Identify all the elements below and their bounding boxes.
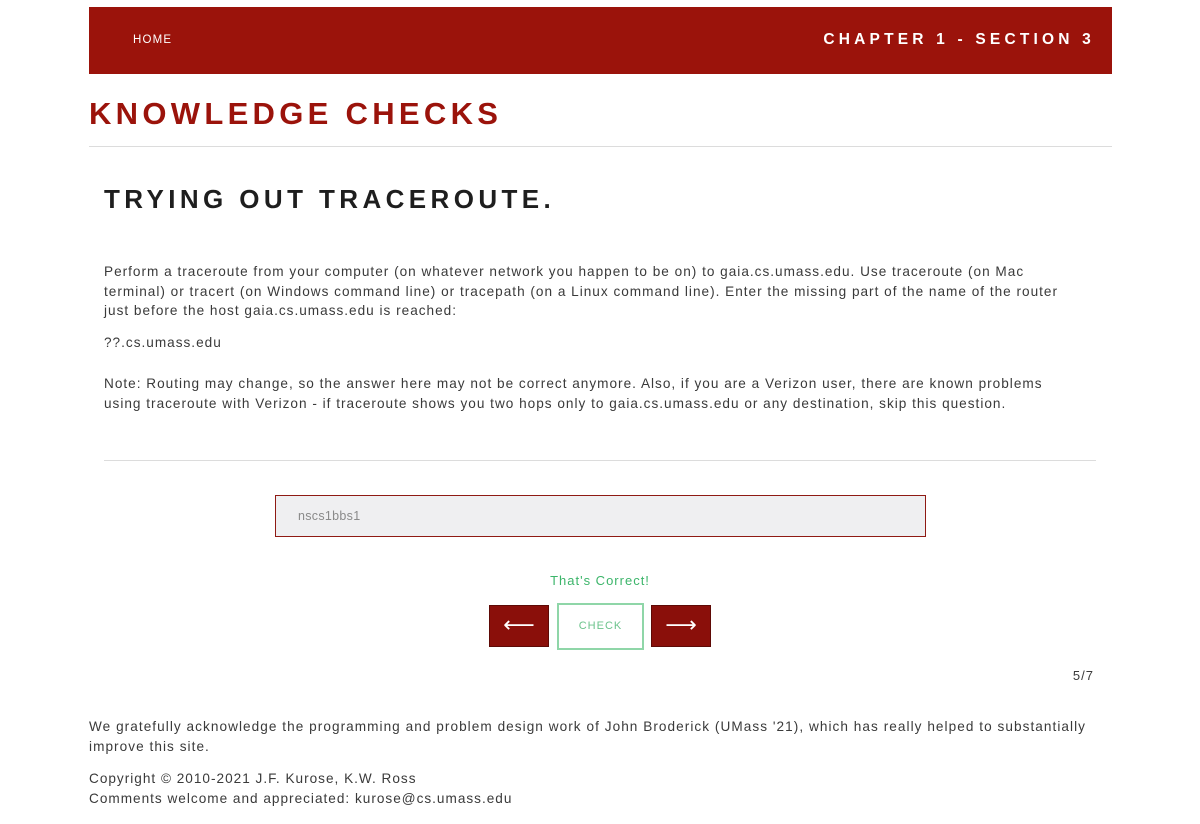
question-target-hostname: ??.cs.umass.edu — [104, 335, 222, 350]
feedback-message: That's Correct! — [550, 573, 650, 588]
home-link[interactable]: HOME — [133, 34, 173, 46]
previous-question-button[interactable] — [489, 605, 549, 647]
question-divider — [104, 460, 1096, 461]
question-note: Note: Routing may change, so the answer here may not be correct anymore. Also, if you are a Verizon user, there are known problems using traceroute with Verizon - if traceroute shows you two hops only to gaia.cs.umass.edu or any destination, skip this question. — [104, 376, 1043, 411]
next-question-button[interactable] — [651, 605, 711, 647]
left-arrow-icon: ⟵ — [503, 613, 535, 638]
check-button[interactable]: CHECK — [557, 603, 644, 650]
question-title: TRYING OUT TRACEROUTE. — [104, 184, 556, 214]
top-navigation-bar — [89, 7, 1112, 74]
comments-text: Comments welcome and appreciated: kurose@cs.umass.edu — [89, 791, 513, 806]
question-progress: 5/7 — [1072, 668, 1094, 683]
chapter-section-label: CHAPTER 1 - SECTION 3 — [823, 31, 1095, 48]
question-body: Perform a traceroute from your computer (on whatever network you happen to be on) to gaia.cs.umass.edu. Use traceroute (on Mac terminal) or tracert (on Windows command line) or tracepath (on a Linux command line). Enter the missing part of the name of the router just before the host gaia.cs.umass.edu is reached: — [104, 264, 1059, 318]
title-divider — [89, 146, 1112, 147]
right-arrow-icon: ⟶ — [665, 613, 697, 638]
acknowledgement-text: We gratefully acknowledge the programming and problem design work of John Broderick (UMass '21), which has really helped to substantially improve this site. — [89, 719, 1086, 754]
answer-input[interactable] — [275, 495, 926, 537]
page-title: KNOWLEDGE CHECKS — [89, 96, 503, 131]
copyright-text: Copyright © 2010-2021 J.F. Kurose, K.W. Ross — [89, 771, 417, 786]
